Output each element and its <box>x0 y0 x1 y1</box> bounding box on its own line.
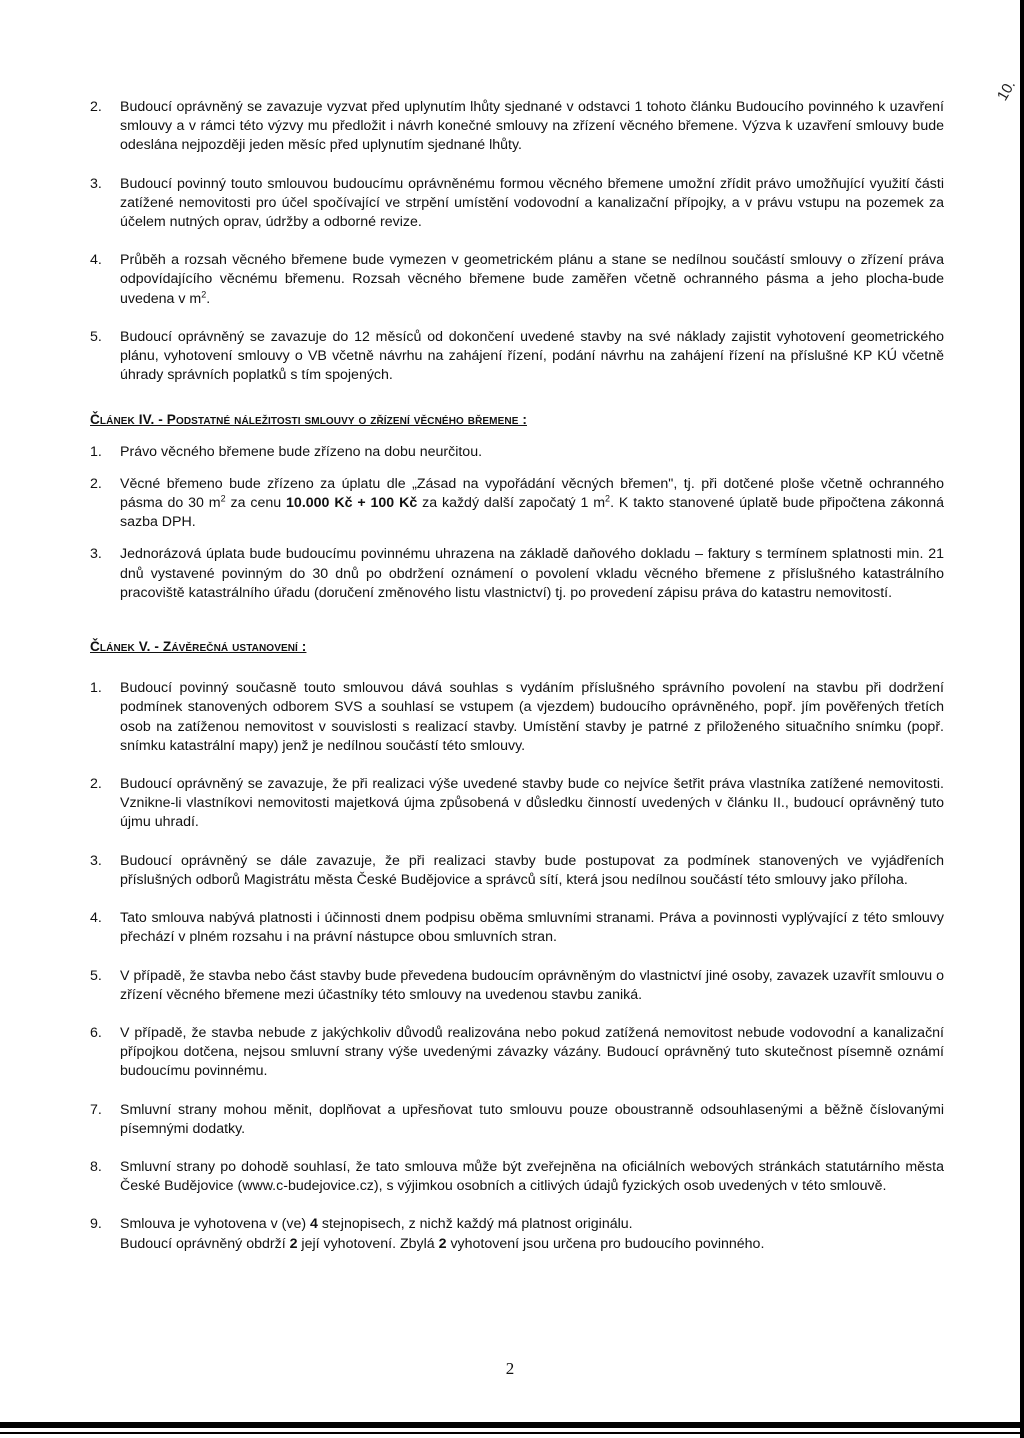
copies-line-1 <box>120 1215 944 1234</box>
paragraph-iii-5 <box>90 328 944 386</box>
paragraph-number: 3. <box>90 852 102 869</box>
paragraph-number: 5. <box>90 328 102 345</box>
paragraph-text: Budoucí oprávněný se zavazuje do 12 měsíců od dokončení uvedené stavby na své náklady zajistit vyhotovení geometrického plánu, vyhotovení smlouvy o VB včetně návrhu na zahájení řízení, podání návrhu na zahájení řízení na příslušné KP KÚ včetně úhrady správních poplatků s tím spojených. <box>120 328 944 384</box>
paragraph-number: 2. <box>90 475 102 492</box>
paragraph-v-7 <box>90 1101 944 1139</box>
copies-text-end: stejnopisech, z nichž každý má platnost originálu. <box>317 1216 633 1233</box>
paragraph-text: Smluvní strany mohou měnit, doplňovat a upřesňovat tuto smlouvu pouze oboustranně odsouhlasenými a běžně číslovanými písemnými dodatky. <box>120 1101 944 1137</box>
paragraph-text-end: . <box>206 290 211 307</box>
paragraph-text: Budoucí oprávněný se zavazuje, že při realizaci výše uvedené stavby bude co nejvíce šetřit práva vlastníka zatížené nemovitosti. Vznikne-li vlastníkovi nemovitosti majetková újma způsobená v důsledku činností uvedených v článku II., budoucí oprávněný tuto újmu uhradí. <box>120 776 944 831</box>
price-bold: 10.000 Kč + 100 Kč <box>286 495 418 512</box>
document-body <box>90 98 944 1273</box>
page-number: 2 <box>505 1359 515 1378</box>
paragraph-number: 2. <box>90 776 102 793</box>
superscript: 2 <box>220 493 226 504</box>
paragraph-iv-2 <box>90 475 944 533</box>
paragraph-v-5 <box>90 967 944 1005</box>
copies-count: 4 <box>310 1216 318 1233</box>
paragraph-v-1 <box>90 679 944 756</box>
paragraph-number: 7. <box>90 1101 102 1118</box>
paragraph-text: Smluvní strany po dohodě souhlasí, že tato smlouva může být zveřejněna na oficiálních webových stránkách statutárního města České Budějovice (www.c-budejovice.cz), s výjimkou osobních a citlivých údajů fyzických osob uvedených v této smlouvě. <box>120 1158 944 1195</box>
paragraph-number: 4. <box>90 252 102 269</box>
paragraph-iii-2 <box>90 98 944 156</box>
paragraph-number: 9. <box>90 1216 102 1233</box>
section-iv-heading: Článek IV. - Podstatné náležitosti smlouvy o zřízení věcného břemene : <box>90 412 527 428</box>
scan-edge-rule-thin <box>0 1432 1024 1434</box>
paragraph-number: 8. <box>90 1158 102 1175</box>
paragraph-iii-3 <box>90 175 944 233</box>
copies-text-mid: její vyhotovení. Zbylá <box>297 1235 439 1252</box>
paragraph-number: 3. <box>90 175 102 192</box>
copies-count-obligor: 2 <box>438 1235 447 1252</box>
paragraph-text-mid2: za každý další započatý 1 m <box>417 495 606 512</box>
copies-text: Smlouva je vyhotovena v (ve) <box>120 1216 311 1233</box>
paragraph-text: Budoucí oprávněný se dále zavazuje, že při realizaci stavby bude postupovat za podmínek stanovených ve vyjádřeních příslušných odborů Magistrátu města České Budějovice a správců sítí, která jsou nedílnou součástí této smlouvy jako příloha. <box>120 852 944 888</box>
paragraph-iv-3 <box>90 545 944 603</box>
paragraph-v-4 <box>90 909 944 947</box>
paragraph-v-9 <box>90 1215 944 1253</box>
copies-count-obligee: 2 <box>289 1235 298 1252</box>
paragraph-v-6 <box>90 1024 944 1082</box>
paragraph-text: Budoucí oprávněný se zavazuje vyzvat před uplynutím lhůty sjednané v odstavci 1 tohoto článku Budoucího povinného k uzavření smlouvy a v rámci této výzvy mu předložit i návrh konečné smlouvy na zřízení věcného břemene. Výzva k uzavření smlouvy bude odeslána nejpozději jeden měsíc před uplynutím sjednané lhůty. <box>120 99 944 154</box>
paragraph-v-8 <box>90 1158 944 1196</box>
paragraph-text: V případě, že stavba nebo část stavby bude převedena budoucím oprávněným do vlastnictví jiné osoby, zavazek uzavřít smlouvu o zřízení věcného břemene mezi účastníky této smlouvy na uvedenou stavbu zaniká. <box>120 967 944 1003</box>
paragraph-v-3 <box>90 852 944 890</box>
paragraph-iv-1 <box>90 443 944 462</box>
copies-line-2 <box>120 1235 944 1254</box>
superscript: 2 <box>201 288 207 299</box>
paragraph-text: Průběh a rozsah věcného břemene bude vymezen v geometrickém plánu a stane se nedílnou součástí smlouvy o zřízení práva odpovídajícího věcnému břemenu. Rozsah věcného břemene bude zaměřen včetně ochranného pásma a jeho plocha-bude uvedena v m <box>120 252 944 307</box>
superscript: 2 <box>605 493 611 504</box>
copies-text-end: vyhotovení jsou určena pro budoucího povinného. <box>446 1235 765 1252</box>
paragraph-number: 1. <box>90 443 102 460</box>
paragraph-number: 3. <box>90 546 102 563</box>
paragraph-text: V případě, že stavba nebude z jakýchkoliv důvodů realizována nebo pokud zatížená nemovitost nebude vodovodní a kanalizační přípojkou dotčena, nejsou smluvní strany výše uvedenými závazky vázány. Budoucí oprávněný tuto skutečnost písemně oznámí budoucímu povinnému. <box>120 1024 944 1080</box>
paragraph-number: 1. <box>90 680 102 697</box>
paragraph-number: 4. <box>90 910 102 927</box>
paragraph-text-mid: za cenu <box>225 495 287 512</box>
paragraph-text: Budoucí povinný touto smlouvou budoucímu oprávněnému formou věcného břemene umožní zřídit právo umožňující využití části zatížené nemovitosti pro účel spočívající ve strpění umístění vodovodní a kanalizační přípojky, a v právu vstupu na pozemek za účelem nutných oprav, údržby a odborné revize. <box>120 175 944 231</box>
copies-text: Budoucí oprávněný obdrží <box>120 1235 290 1252</box>
margin-mark: 10. <box>993 77 1020 104</box>
paragraph-text: Tato smlouva nabývá platnosti i účinnosti dnem podpisu oběma smluvními stranami. Práva a povinnosti vyplývající z této smlouvy přechází v plném rozsahu i na právní nástupce obou smluvních stran. <box>120 910 944 946</box>
paragraph-number: 6. <box>90 1024 102 1041</box>
section-v-heading: Článek V. - Závěrečná ustanovení : <box>90 639 307 655</box>
paragraph-iii-4 <box>90 251 944 309</box>
paragraph-text: Budoucí povinný současně touto smlouvou dává souhlas s vydáním příslušného správního povolení na stavbu při dodržení podmínek stanovených odborem SVS a souhlasí se vstupem (a vjezdem) budoucího oprávněného, popř. jím pověřených třetích osob na zatíženou nemovitost v souvislosti s realizací stavby. Umístění stavby je patrné z přiloženého situačního snímku (popř. snímku katastrální mapy) jenž je nedílnou součástí této smlouvy. <box>120 680 944 754</box>
paragraph-number: 5. <box>90 967 102 984</box>
paragraph-text: Jednorázová úplata bude budoucímu povinnému uhrazena na základě daňového dokladu – faktury s termínem splatnosti min. 21 dnů vystavené povinným do 30 dnů po obdržení oznámení o povolení vkladu věcného břemene z příslušného katastrálního pracoviště katastrálního úřadu (doručení změnového listu vlastnictví) tj. po provedení zápisu práva do katastru nemovitostí. <box>120 546 944 601</box>
paragraph-text: Věcné břemeno bude zřízeno za úplatu dle „Zásad na vypořádání věcných břemen", tj. při dotčené ploše včetně ochranného pásma do 30 m <box>120 475 944 512</box>
paragraph-number: 2. <box>90 99 102 115</box>
scan-edge-rule <box>0 1422 1024 1428</box>
paragraph-text-end: . K takto stanovené úplatě bude připočtena zákonná sazba DPH. <box>120 495 945 531</box>
paragraph-v-2 <box>90 775 944 833</box>
paragraph-text: Právo věcného břemene bude zřízeno na dobu neurčitou. <box>120 443 483 460</box>
